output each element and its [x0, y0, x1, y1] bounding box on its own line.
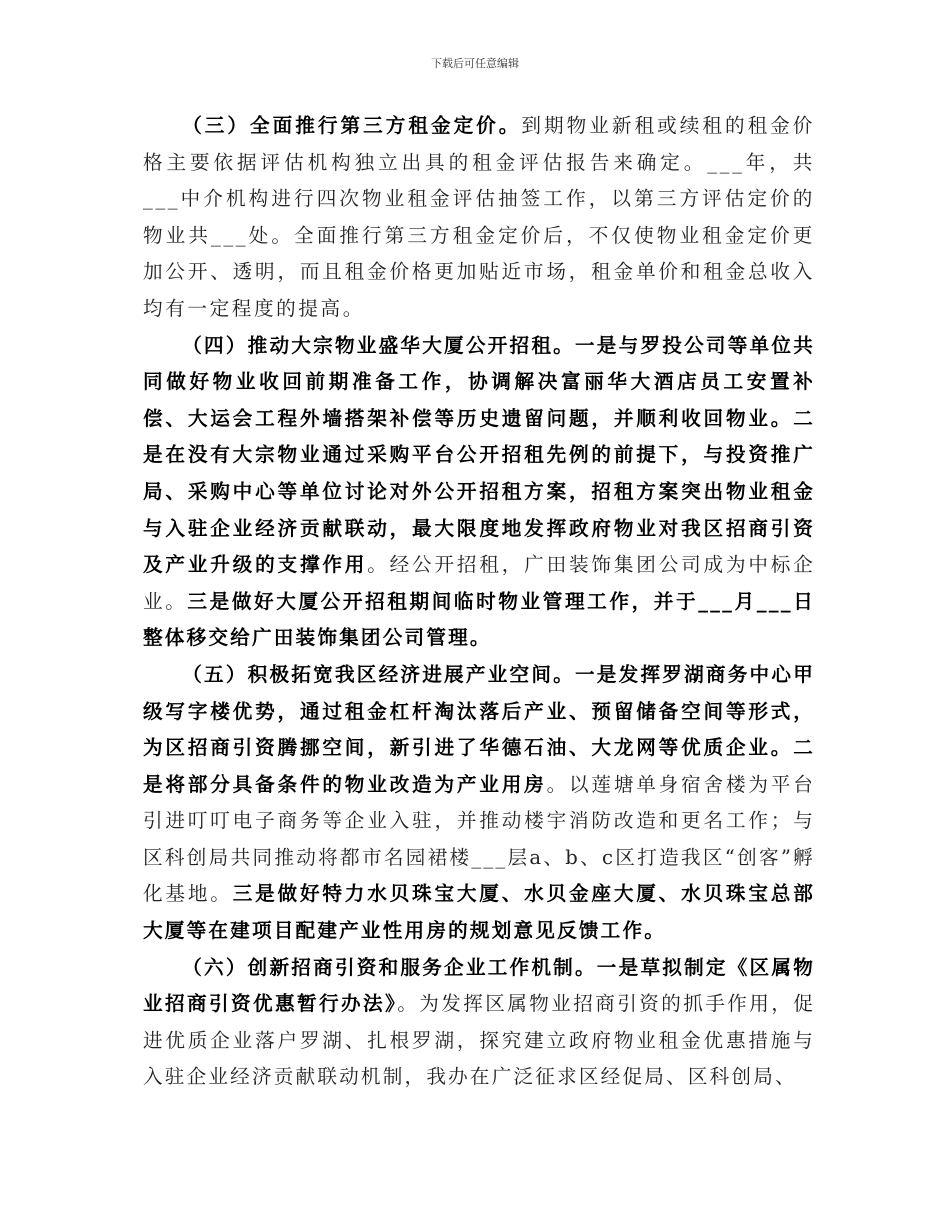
paragraph-bold-tail: 三是做好特力水贝珠宝大厦、水贝金座大厦、水贝珠宝总部大厦等在建项目配建产业性用房的规划意见反馈工作。 — [143, 882, 815, 943]
paragraph-text: 。经公开招租，广田装饰集团公司成为中标企业。 — [143, 553, 816, 613]
paragraph-third-party-rent-pricing — [143, 108, 815, 328]
paragraph-heading: （六）创新招商引资和服务企业工作机制。一是草拟制定《区属物业招商引资优惠暂行办法》 — [143, 955, 815, 1016]
paragraph-bold-tail: 三是做好大厦公开招租期间临时物业管理工作，并于___月___日整体移交给广田装饰集团公司管理。 — [143, 589, 815, 650]
paragraph-investment-mechanism — [143, 950, 815, 1096]
paragraph-heading: （四）推动大宗物业盛华大厦公开招租。一是与罗投公司等单位共同做好物业收回前期准备工作，协调解决富丽华大酒店员工安置补偿、大运会工程外墙搭架补偿等历史遗留问题，并顺利收回物业。二是在没有大宗物业通过采购平台公开招租先例的前提下，与投资推广局、采购中心等单位讨论对外公开招租方案，招租方案突出物业租金与入驻企业经济贡献联动，最大限度地发挥政府物业对我区招商引资及产业升级的支撑作用 — [143, 333, 815, 577]
page-header: 下载后可任意编辑 — [431, 57, 519, 70]
paragraph-shenghua-building-leasing — [143, 328, 815, 657]
paragraph-heading: （五）积极拓宽我区经济进展产业空间。一是发挥罗湖商务中心甲级写字楼优势，通过租金杠杆淘汰落后产业、预留储备空间等形式，为区招商引资腾挪空间，新引进了华德石油、大龙网等优质企业。二是将部分具备条件的物业改造为产业用房 — [143, 662, 815, 796]
paragraph-text: 。为发挥区属物业招商引资的抓手作用，促进优质企业落户罗湖、扎根罗湖，探究建立政府物业租金优惠措施与入驻企业经济贡献联动机制，我办在广泛征求区经促局、区科创局、 — [143, 992, 815, 1089]
paragraph-text: 。以莲塘单身宿舍楼为平台引进叮叮电子商务等企业入驻，并推动楼宇消防改造和更名工作；与区科创局共同推动将都市名园裙楼___层a、b、c区打造我区“创客”孵化基地。 — [143, 772, 815, 906]
paragraph-text: 到期物业新租或续租的租金价格主要依据评估机构独立出具的租金评估报告来确定。___年，共___中介机构进行四次物业租金评估抽签工作，以第三方评估定价的物业共___处。全面推行第三方租金定价后，不仅使物业租金定价更加公开、透明，而且租金价格更加贴近市场，租金单价和租金总收入均有一定程度的提高。 — [143, 114, 815, 320]
paragraph-industry-space-expansion — [143, 657, 815, 950]
document-body — [143, 108, 815, 1096]
paragraph-heading: （三）全面推行第三方租金定价。 — [182, 114, 522, 137]
